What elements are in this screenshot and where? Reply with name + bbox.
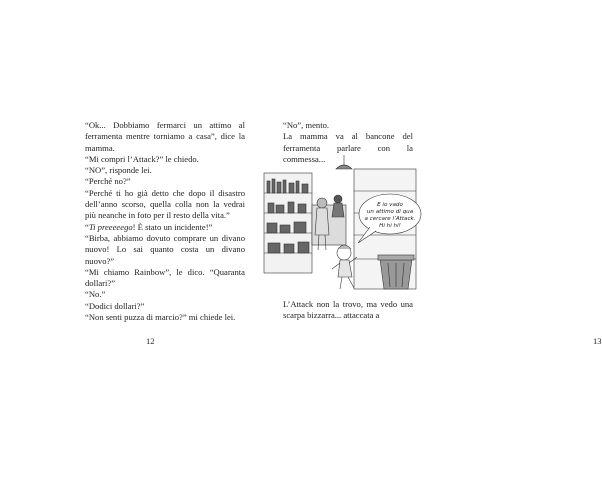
paragraph: “Mi chiamo Rainbow”, le dico. “Quaranta dollari?” (85, 266, 245, 289)
paragraph: “Ok... Dobbiamo fermarci un attimo al ferramenta mentre torniamo a casa”, dice la mamma. (85, 120, 245, 153)
paragraph: “No”, mento. (283, 120, 330, 130)
right-page-bottom-text (283, 299, 413, 322)
speech-bubble-line: a cercare l’Attack. (364, 216, 416, 222)
speech-bubble-line: Hi hi hi! (379, 223, 401, 229)
speech-bubble-line: E io vado (377, 202, 403, 208)
speech-bubble-line: un attimo di qua (366, 209, 414, 215)
paragraph: “Dodici dollari?” (85, 300, 145, 311)
italic-text: Ti preeeeego (88, 221, 133, 232)
paragraph: “Non senti puzza di marcio?” mi chiede lei. (85, 312, 236, 323)
paragraph: “Perché no?” (85, 176, 131, 187)
paragraph-rest: ! È stato un incidente!” (132, 221, 213, 232)
page-number: 13 (593, 336, 602, 346)
paragraph: L’Attack non la trovo, ma vedo una scarpa bizzarra... attaccata a (283, 299, 413, 321)
paragraph: “NO”, risponde lei. (85, 165, 152, 176)
paragraph: “No.” (85, 289, 106, 300)
paragraph: “Perché ti ho già detto che dopo il disastro dell’anno scorso, quella colla non la vedrai più neanche in foto per il resto della vita.” (85, 187, 245, 221)
left-page (0, 0, 250, 500)
paragraph: “Birba, abbiamo dovuto comprare un divano nuovo! Lo sai quanto costa un divano nuovo?” (85, 232, 245, 266)
left-page-text (85, 120, 245, 323)
paragraph-italic: “Ti preeeeego! È stato un incidente!” (85, 221, 213, 232)
paragraph: La mamma va al bancone del ferramenta parlare con la commessa... (283, 131, 413, 164)
hardware-store-illustration (262, 155, 427, 295)
page-number: 12 (146, 336, 155, 346)
paragraph: “Mi compri l’Attack?” le chiedo. (85, 153, 199, 164)
